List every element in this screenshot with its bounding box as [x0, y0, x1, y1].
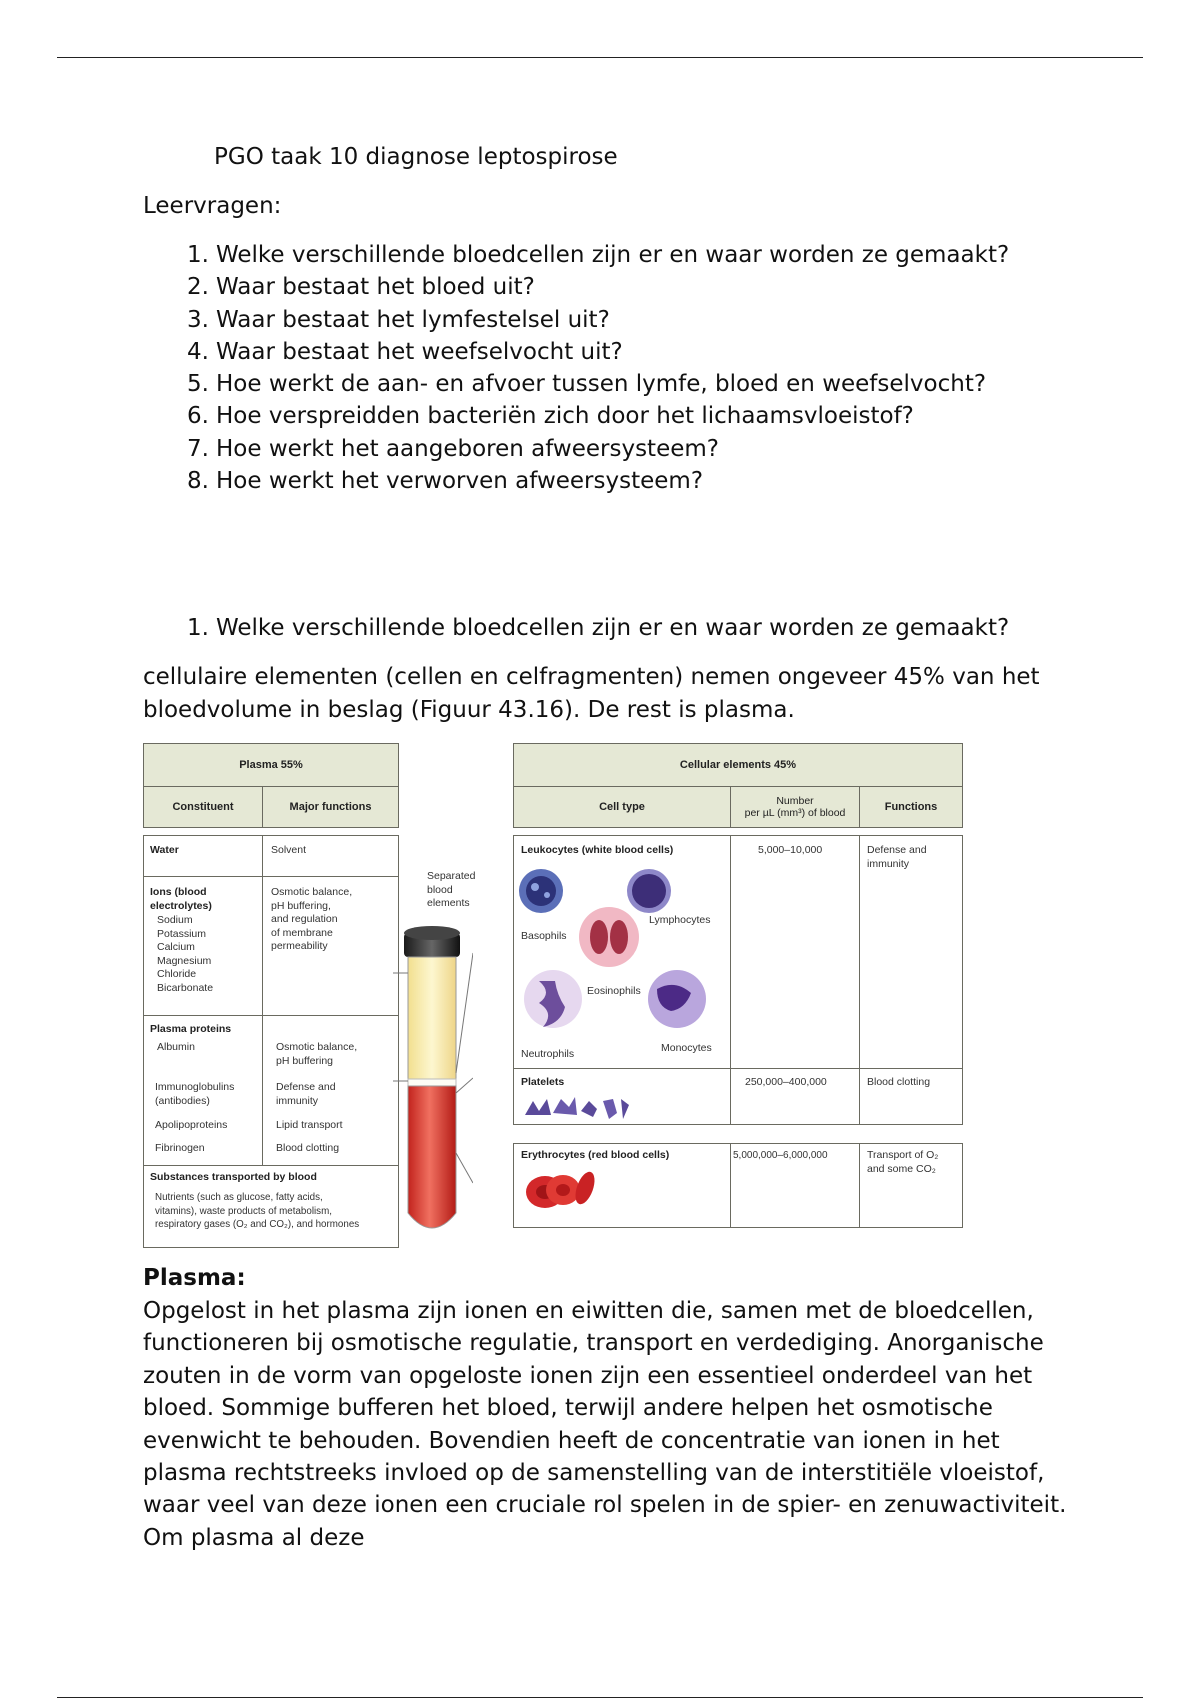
list-item: 3. Waar bestaat het lymfestelsel uit? [187, 306, 610, 333]
plasma-heading: Plasma: [143, 1265, 246, 1291]
leukocytes-number: 5,000–10,000 [758, 844, 823, 856]
intro-paragraph: cellulaire elementen (cellen en celfragmenten) nemen ongeveer 45% van het bloedvolume in beslag (Figuur 43.16). De rest is plasma. [143, 664, 1040, 723]
number-header: Number per µL (mm³) of blood [730, 786, 860, 828]
plasma-header: Plasma 55% [143, 743, 399, 787]
section-heading: 1. Welke verschillende bloedcellen zijn er en waar worden ze gemaakt? [187, 615, 1010, 641]
platelets-number: 250,000–400,000 [745, 1076, 827, 1088]
basophils-label: Basophils [521, 930, 567, 942]
albumin-function: Osmotic balance, pH buffering [276, 1041, 358, 1067]
erythrocytes-label: Erythrocytes (red blood cells) [521, 1149, 670, 1161]
albumin-label: Albumin [157, 1041, 195, 1053]
major-functions-header: Major functions [262, 786, 399, 828]
separated-elements-label: Separated blood elements [427, 870, 476, 909]
white-blood-cells-icon [517, 863, 729, 1063]
list-item: 5. Hoe werkt de aan- en afvoer tussen lymfe, bloed en weefselvocht? [187, 371, 987, 398]
plasma-paragraph: Opgelost in het plasma zijn ionen en eiwitten die, samen met de bloedcellen, functioneren bij osmotische regulatie, transport en verdediging. Anorganische zouten in de vorm van opgeloste ionen zijn een essentieel onderdeel van het bloed. Sommige bufferen het bloed, terwijl andere helpen het osmotische evenwicht te behouden. Bovendien heeft de concentratie van ionen in het plasma rechtstreeks invloed op de samenstelling van de interstitiële vloeistof, waar veel van deze ionen een cruciale rol spelen in de spier- en zenuwactiviteit. Om plasma al deze [143, 1298, 1067, 1551]
list-item: 6. Hoe verspreidden bacteriën zich door het lichaamsvloeistof? [187, 403, 914, 430]
immunoglobulins-label: Immunoglobulins (antibodies) [155, 1081, 235, 1107]
erythrocytes-function: Transport of O₂ and some CO₂ [867, 1149, 939, 1175]
erythrocytes-number: 5,000,000–6,000,000 [733, 1150, 828, 1161]
question-list [143, 239, 1009, 497]
red-blood-cells-icon [523, 1168, 603, 1212]
functions-header: Functions [859, 786, 963, 828]
leervragen-label: Leervragen: [143, 193, 282, 219]
list-item: 1. Welke verschillende bloedcellen zijn er en waar worden ze gemaakt? [187, 242, 1010, 268]
cell-type-header: Cell type [513, 786, 731, 828]
header-rule [57, 57, 1143, 58]
ions-list: Sodium Potassium Calcium Magnesium Chloride Bicarbonate [157, 914, 214, 994]
plasma-proteins-label: Plasma proteins [150, 1023, 232, 1035]
immunoglobulins-function: Defense and immunity [276, 1081, 336, 1107]
leukocytes-function: Defense and immunity [867, 844, 927, 870]
neutrophils-label: Neutrophils [521, 1048, 575, 1060]
footer-rule [57, 1697, 1143, 1698]
ions-label: Ions (blood electrolytes) [150, 886, 212, 912]
ions-function: Osmotic balance, pH buffering, and regulation of membrane permeability [271, 886, 353, 952]
page-title: PGO taak 10 diagnose leptospirose [214, 144, 618, 170]
platelets-function: Blood clotting [867, 1076, 931, 1088]
apolipoproteins-function: Lipid transport [276, 1119, 343, 1131]
lymphocytes-label: Lymphocytes [649, 914, 711, 926]
monocytes-label: Monocytes [661, 1042, 712, 1054]
leukocytes-label: Leukocytes (white blood cells) [521, 844, 674, 856]
apolipoproteins-label: Apolipoproteins [155, 1119, 228, 1131]
water-function: Solvent [271, 844, 307, 856]
platelets-label: Platelets [521, 1076, 565, 1088]
water-label: Water [150, 844, 179, 856]
list-item: 8. Hoe werkt het verworven afweersysteem? [187, 468, 704, 495]
substances-text: Nutrients (such as glucose, fatty acids, vitamins), waste products of metabolism, respiratory gases (O₂ and CO₂), and hormones [155, 1192, 360, 1230]
list-item: 4. Waar bestaat het weefselvocht uit? [187, 338, 623, 365]
blood-composition-figure [143, 743, 963, 1248]
fibrinogen-label: Fibrinogen [155, 1142, 205, 1154]
cellular-header: Cellular elements 45% [513, 743, 963, 787]
fibrinogen-function: Blood clotting [276, 1142, 340, 1154]
constituent-header: Constituent [143, 786, 263, 828]
list-item: 2. Waar bestaat het bloed uit? [187, 274, 535, 301]
platelets-icon [523, 1093, 633, 1123]
test-tube-icon [393, 913, 473, 1253]
list-item: 7. Hoe werkt het aangeboren afweersysteem? [187, 435, 719, 462]
eosinophils-label: Eosinophils [587, 985, 641, 997]
substances-label: Substances transported by blood [150, 1171, 317, 1183]
